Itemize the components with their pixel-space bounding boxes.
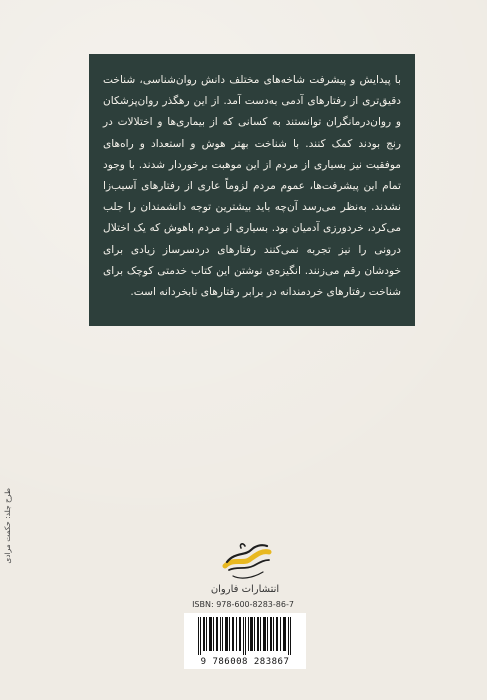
barcode: [184, 613, 306, 669]
barcode-digits: 9 786008 283867: [200, 657, 290, 667]
designer-credit: طرح جلد: حکمت مرادی: [3, 488, 12, 564]
blurb-panel: [89, 54, 415, 326]
isbn-label: ISBN: 978-600-8283-86-7: [192, 600, 294, 609]
publisher-name: انتشارات فاروان: [210, 584, 280, 595]
barcode-bars: [198, 617, 292, 655]
blurb-text: با پیدایش و پیشرفت شاخه‌های مختلف دانش روان‌شناسی، شناخت دقیق‌تری از رفتارهای آدمی به‌دست آمد. از این رهگذر روان‌پزشکان و روان‌درمانگران توانستند به کسانی که از بیماری‌ها و اختلالات در رنج بودند کمک کنند. با شناخت بهتر هوش و استعداد و راه‌های موفقیت نیز بسیاری از مردم از این موهبت برخوردار شدند. با وجود تمام این پیشرفت‌ها، عموم مردم لزوماً عاری از رفتارهای آسیب‌زا نشدند. به‌نظر می‌رسد آن‌چه باید بیشترین توجه دانشمندان را جلب می‌کرد، خردورزی آدمیان بود. بسیاری از مردم باهوش که یک اختلال درونی را نیز تجربه نمی‌کنند رفتارهای دردسرساز زیادی برای خودشان رقم می‌زنند. انگیزه‌ی نوشتن این کتاب خدمتی کوچک برای شناخت رفتارهای خردمندانه در برابر رفتارهای نابخردانه است.: [103, 74, 401, 299]
bird-logo-icon: [219, 540, 275, 584]
